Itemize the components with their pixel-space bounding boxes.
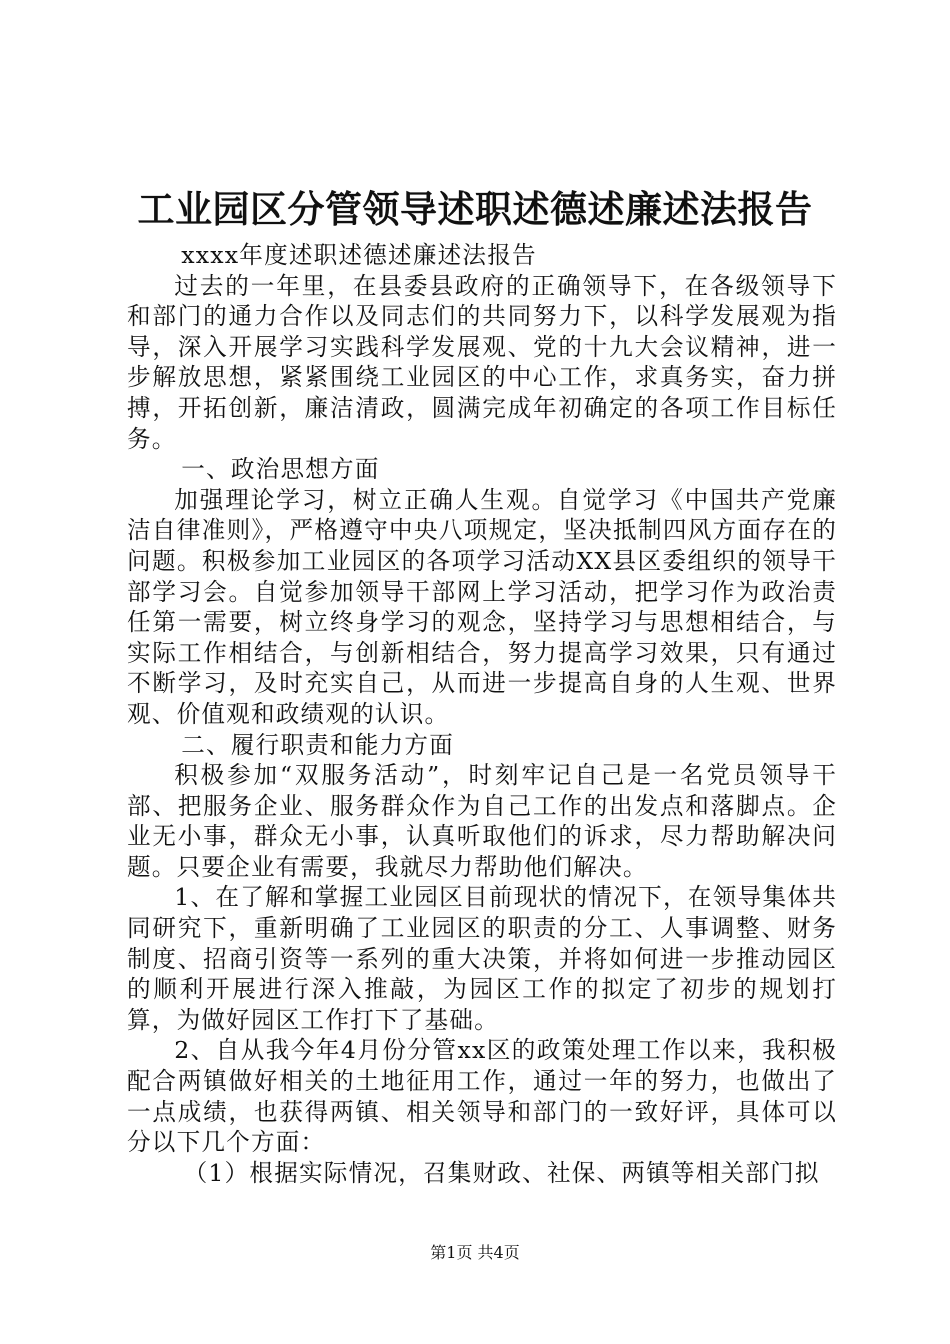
duties-subitem-1: （1）根据实际情况，召集财政、社保、两镇等相关部门拟: [183, 1158, 820, 1187]
political-paragraph: 加强理论学习，树立正确人生观。自觉学习《中国共产党廉洁自律准则》，严格遵守中央八项规定，坚决抵制四风方面存在的问题。积极参加工业园区的各项学习活动XX县区委组织的领导干部学习会。自觉参加领导干部网上学习活动，把学习作为政治责任第一需要，树立终身学习的观念，坚持学习与思想相结合，与实际工作相结合，与创新相结合，努力提高学习效果，只有通过不断学习，及时充实自己，从而进一步提高自身的人生观、世界观、价值观和政绩观的认识。: [127, 485, 837, 728]
page-footer: 第1页 共4页: [430, 1243, 520, 1262]
report-subtitle: xxxx年度述职述德述廉述法报告: [181, 241, 537, 269]
document-body: [127, 240, 837, 1188]
intro-paragraph: 过去的一年里，在县委县政府的正确领导下，在各级领导下和部门的通力合作以及同志们的共同努力下，以科学发展观为指导，深入开展学习实践科学发展观、党的十九大会议精神，进一步解放思想，紧紧围绕工业园区的中心工作，求真务实，奋力拼搏，开拓创新，廉洁清政，圆满完成年初确定的各项工作目标任务。: [127, 271, 837, 453]
document-title: 工业园区分管领导述职述德述廉述法报告: [137, 187, 813, 231]
section-heading-political: 一、政治思想方面: [181, 455, 380, 484]
duties-paragraph: 积极参加“双服务活动”，时刻牢记自己是一名党员领导干部、把服务企业、服务群众作为自己工作的出发点和落脚点。企业无小事，群众无小事，认真听取他们的诉求，尽力帮助解决问题。只要企业有需要，我就尽力帮助他们解决。: [127, 761, 837, 881]
section-heading-duties: 二、履行职责和能力方面: [181, 730, 454, 759]
duties-item-2: 2、自从我今年4月份分管xx区的政策处理工作以来，我积极配合两镇做好相关的土地征用工作，通过一年的努力，也做出了一点成绩，也获得两镇、相关领导和部门的一致好评，具体可以分以下几个方面：: [127, 1036, 837, 1157]
duties-item-1: 1、在了解和掌握工业园区目前现状的情况下，在领导集体共同研究下，重新明确了工业园区的职责的分工、人事调整、财务制度、招商引资等一系列的重大决策，并将如何进一步推动园区的顺利开展进行深入推敲，为园区工作的拟定了初步的规划打算，为做好园区工作打下了基础。: [127, 883, 837, 1034]
